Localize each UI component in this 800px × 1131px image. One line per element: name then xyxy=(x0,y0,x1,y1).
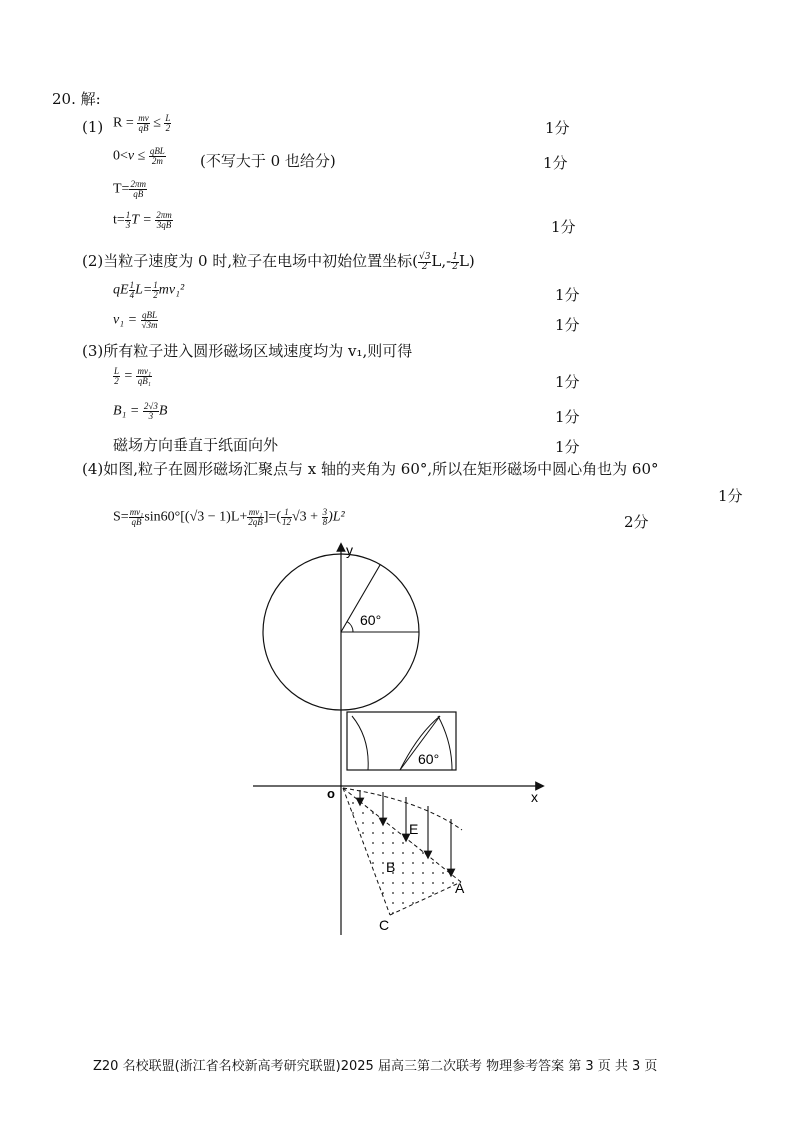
part2-line2: v₁ = $\frac{\text{qBL}}{√3m}$ xyxy=(113,310,158,330)
rect-angle-label: 60° xyxy=(418,751,440,767)
origin-label: o xyxy=(327,786,335,801)
part1-label: (1) xyxy=(82,118,104,136)
part2-line1: qE $\frac{1}{4}$ L= $\frac{1}{2}$ mv₁² xyxy=(113,280,185,300)
part1-line2-note: (不写大于 0 也给分) xyxy=(200,152,336,170)
label-e: E xyxy=(409,821,419,837)
rect-arc-outer xyxy=(438,716,452,770)
circle-angle-label: 60° xyxy=(360,612,382,628)
y-axis-label: y xyxy=(346,542,353,558)
electric-field-region xyxy=(343,788,461,915)
part1-line2-score: 1分 xyxy=(543,154,568,172)
part3-line2: B₁ = $\frac{2√3}{3}$ B xyxy=(113,401,168,421)
part3-line3: 磁场方向垂直于纸面向外 xyxy=(113,436,279,454)
part3-line1-score: 1分 xyxy=(555,373,580,391)
part4-intro: (4)如图,粒子在圆形磁场汇聚点与 x 轴的夹角为 60°,所以在矩形磁场中圆心角也为 60° xyxy=(82,460,659,478)
part3-line3-score: 1分 xyxy=(555,438,580,456)
rectangular-field xyxy=(347,712,456,770)
part4-intro-score: 1分 xyxy=(718,487,743,505)
part1-line4-score: 1分 xyxy=(551,218,576,236)
part1-line1: R = $\frac{mv}{qB}$ ≤ $\frac{L}{2}$ xyxy=(113,113,171,133)
x-axis-label: x xyxy=(531,789,538,805)
part1-line4: t= $\frac{1}{3}$ T = $\frac{2\pi m}{3qB}$ xyxy=(113,210,172,230)
label-b: B xyxy=(386,859,396,875)
part2-intro: (2)当粒子速度为 0 时,粒子在电场中初始位置坐标( $\frac{√3}{2}$ L,- $\frac{1}{2}$ L) xyxy=(82,251,475,272)
label-c: C xyxy=(379,917,390,933)
part3-intro: (3)所有粒子进入圆形磁场区域速度均为 v₁,则可得 xyxy=(82,342,413,360)
part4-formula-score: 2分 xyxy=(624,513,649,531)
circle-angle-arc xyxy=(347,622,353,632)
part3-line1: $\frac{L}{2}$ = $\frac{\text{mv₁}}{\text{qB₁}}$ xyxy=(114,366,152,386)
part1-line2: 0<v ≤ $\frac{\text{qBL}}{2m}$ xyxy=(113,146,165,166)
page-footer: Z20 名校联盟(浙江省名校新高考研究联盟)2025 届高三第二次联考 物理参考答案 第 3 页 共 3 页 xyxy=(93,1059,658,1074)
part2-line2-score: 1分 xyxy=(555,316,580,334)
label-a: A xyxy=(455,880,465,896)
part2-line1-score: 1分 xyxy=(555,286,580,304)
part1-line1-score: 1分 xyxy=(545,119,570,137)
part1-line3: T= $\frac{2\pi m}{qB}$ xyxy=(113,179,146,199)
question-heading: 20. 解: xyxy=(52,90,101,108)
part4-formula: S= $\frac{\text{mv₁}}{qB}$ sin60°[(√3 − 1)L+ $\frac{\text{mv₁}}{2qB}$ ]=( $\frac{1}{12}$ √3 + $\frac{3}{8}$ )L² xyxy=(113,507,345,527)
rect-arc-left xyxy=(352,716,368,770)
part3-line2-score: 1分 xyxy=(555,408,580,426)
